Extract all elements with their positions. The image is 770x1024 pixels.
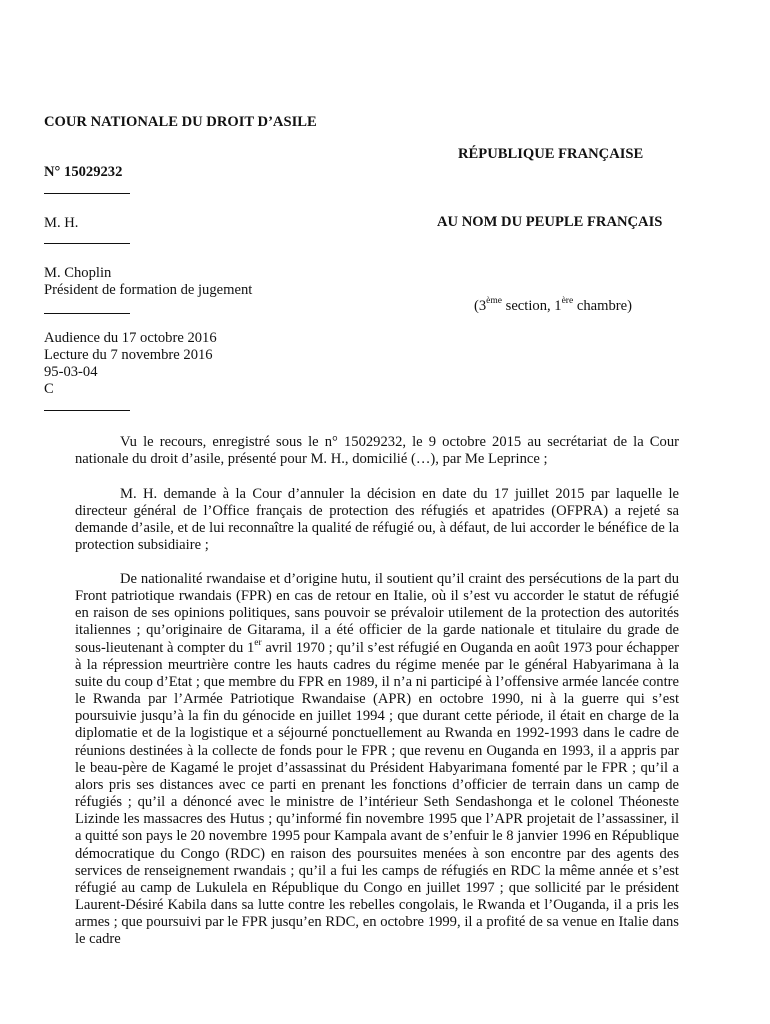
judge-block [44, 265, 252, 299]
party-name: M. H. [44, 215, 79, 231]
divider [44, 193, 130, 194]
paragraph-recours: Vu le recours, enregistré sous le n° 15029232, le 9 octobre 2015 au secrétariat de la Cour nationale du droit d’asile, présenté pour M. H., domicilié (…), par Me Leprince ; [75, 434, 679, 468]
chamber-label: (3ème section, 1ère chambre) [474, 296, 632, 314]
reading-date: Lecture du 7 novembre 2016 [44, 347, 213, 363]
case-number: N° 15029232 [44, 164, 123, 180]
paragraph-demande: M. H. demande à la Cour d’annuler la décision en date du 17 juillet 2015 par laquelle le directeur général de l’Office français de protection des réfugiés et apatrides (OFPRA) a rejeté sa demande d’asile, et de lui reconnaître la qualité de réfugié ou, à défaut, de lui accorder le bénéfice de la protection subsidiaire ; [75, 486, 679, 554]
people-heading: AU NOM DU PEUPLE FRANÇAIS [437, 214, 663, 230]
classification-code: 95-03-04 [44, 364, 98, 380]
court-name: COUR NATIONALE DU DROIT D’ASILE [44, 114, 317, 130]
judge-name: M. Choplin [44, 265, 112, 281]
judge-role: Président de formation de jugement [44, 282, 253, 298]
divider [44, 410, 130, 411]
publication-letter: C [44, 381, 54, 397]
divider [44, 243, 130, 244]
republic-heading: RÉPUBLIQUE FRANÇAISE [458, 146, 644, 162]
hearing-date: Audience du 17 octobre 2016 [44, 330, 217, 346]
hearing-block [44, 330, 217, 398]
paragraph-moyens: De nationalité rwandaise et d’origine hutu, il soutient qu’il craint des persécutions de la part du Front patriotique rwandais (FPR) en cas de retour en Italie, où il s’est vu accorder le statut de réfugié en raison de ses opinions politiques, sans pouvoir se prévaloir utilement de la protection des autorités italiennes ; qu’originaire de Gitarama, il a été officier de la garde nationale et titulaire du grade de sous-lieutenant à compter du 1er avril 1970 ; qu’il s’est réfugié en Ouganda en août 1973 pour échapper à la répression meurtrière contre les hauts cadres du régime menée par le général Habyarimana à la suite du coup d’Etat ; que membre du FPR en 1989, il n’a ni participé à l’offensive armée lancée contre le Rwanda par l’Armée Patriotique Rwandaise (APR) en octobre 1990, ni à la guerre qui s’est poursuivie jusqu’à la fin du génocide en juillet 1994 ; que durant cette période, il était en charge de la diplomatie et de la logistique et a séjourné ponctuellement au Rwanda en 1992-1993 dans le cadre de réunions destinées à la collecte de fonds pour le FPR ; que revenu en Ouganda en 1993, il a appris par le beau-père de Kagamé le projet d’assassinat du Président Habyarimana fomenté par le FPR ; qu’il a alors pris ses distances avec ce parti en prenant les fonctions d’officier de terrain dans un camp de réfugiés ; qu’il a dénoncé avec le ministre de l’intérieur Seth Sendashonga et le colonel Théoneste Lizinde les massacres des Hutus ; qu’informé fin novembre 1995 que l’APR projetait de l’assassiner, il a quitté son pays le 20 novembre 1995 pour Kampala avant de s’enfuir le 8 janvier 1996 en République démocratique du Congo (RDC) en raison des poursuites menées à son encontre par des agents des services de renseignement rwandais ; qu’il a fui les camps de réfugiés en RDC la même année et s’est réfugié au camp de Lukulela en République du Congo en juillet 1997 ; que sollicité par le président Laurent-Désiré Kabila dans sa lutte contre les rebelles congolais, le Rwanda et l’Ouganda, il a pris les armes ; que poursuivi par le FPR jusqu’en RDC, en octobre 1999, il a profité de sa venue en Italie dans le cadre [75, 571, 679, 948]
divider [44, 313, 130, 314]
